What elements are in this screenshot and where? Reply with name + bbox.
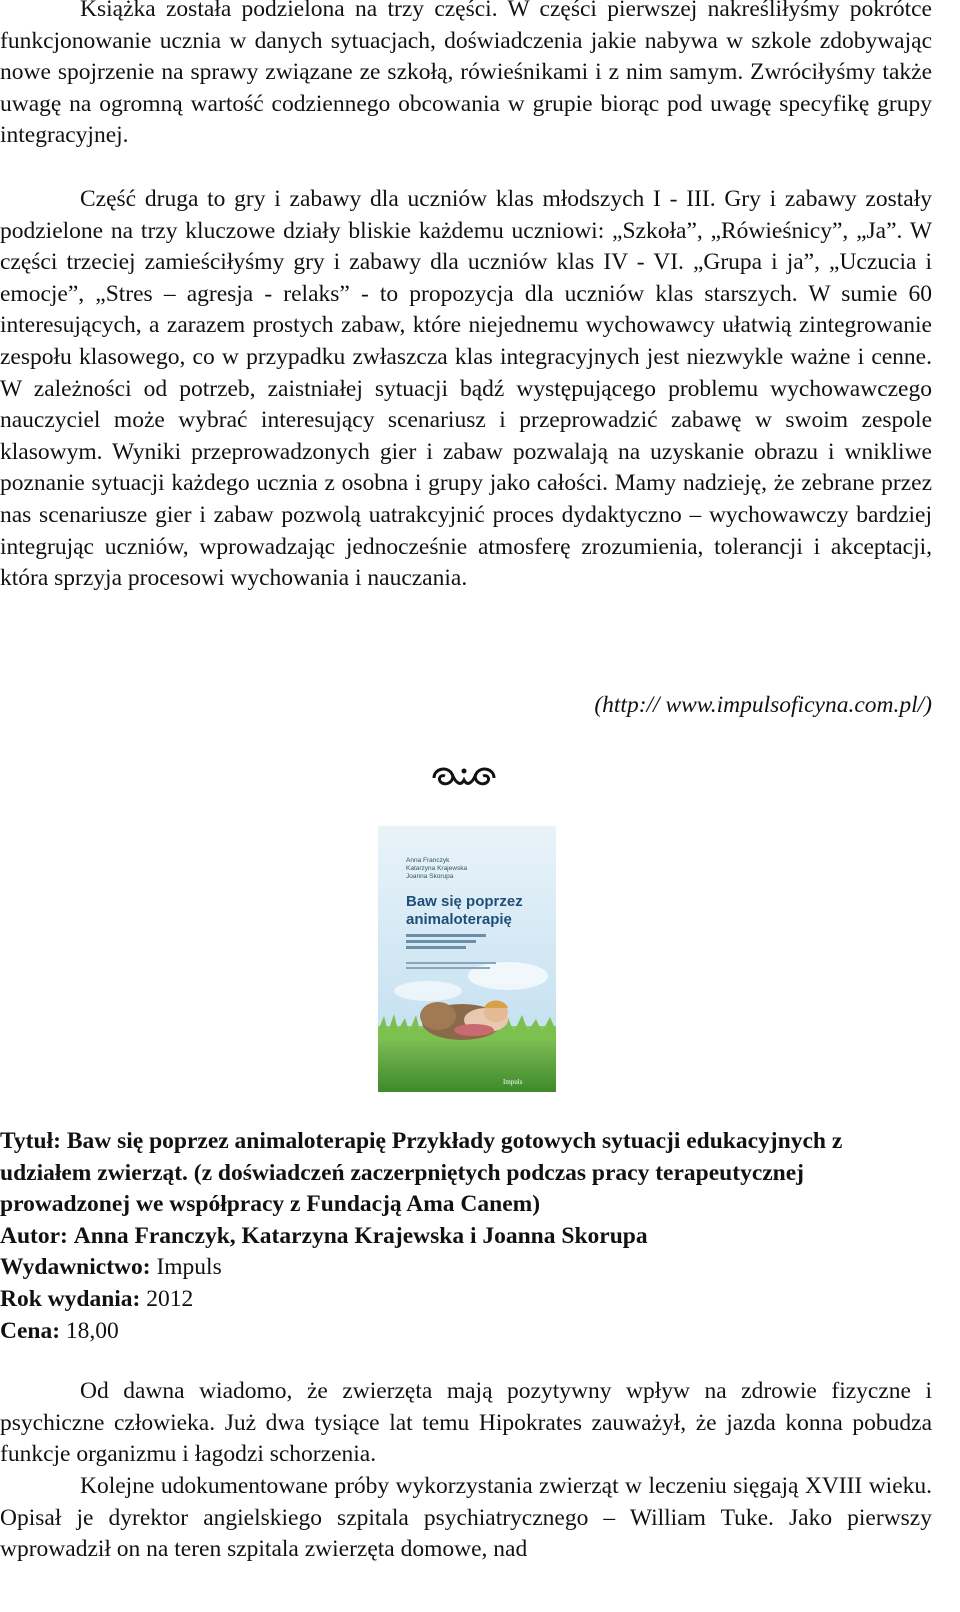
year-value: 2012: [146, 1285, 194, 1312]
review-paragraph-2: Kolejne udokumentowane próby wykorzystania zwierząt w leczeniu sięgają XVIII wieku. Opisał je dyrektor angielskiego szpitala psychiatrycznego – William Tuke. Jako pierwszy wprowadził on na teren szpitala zwierzęta domowe, nad: [0, 1473, 932, 1563]
price-value: 18,00: [65, 1317, 119, 1344]
book-publisher-line: [0, 1252, 932, 1284]
publisher-label: Wydawnictwo:: [0, 1254, 151, 1281]
source-link[interactable]: (http:// www.impulsoficyna.com.pl/): [594, 692, 932, 718]
title-value: Baw się poprzez animaloterapię Przykłady gotowych sytuacji edukacyjnych z udziałem zwierząt. (z doświadczeń zaczerpniętych podczas pracy terapeutycznej prowadzonej we współpracy z Fundacją Ama Canem): [0, 1128, 843, 1218]
cover-title-2: animaloterapię: [406, 911, 512, 928]
author-label: Autor:: [0, 1222, 68, 1249]
cover-author-1: Anna Franczyk: [406, 857, 450, 864]
book-price-line: [0, 1316, 932, 1348]
intro-paragraph-1: Książka została podzielona na trzy części. W części pierwszej nakreśliłyśmy pokrótce funkcjonowanie ucznia w danych sytuacjach, doświadczenia jakie nabywa w szkole zdobywając nowe spojrzenie na sprawy związane ze szkołą, rówieśnikami i z nim samym. Zwróciłyśmy także uwagę na ogromną wartość codziennego obcowania w grupie biorąc pod uwagę specyfikę grupy integracyjnej.: [0, 0, 932, 149]
cover-title-1: Baw się poprzez: [406, 893, 523, 910]
book-cover-image: [378, 826, 556, 1092]
book-details: [0, 1126, 932, 1347]
cover-author-2: Katarzyna Krajewska: [406, 865, 468, 872]
book-title-line: [0, 1126, 932, 1221]
svg-text:Impuls: Impuls: [503, 1078, 523, 1086]
review-paragraph-1: Od dawna wiadomo, że zwierzęta mają pozytywny wpływ na zdrowie fizyczne i psychiczne człowieka. Już dwa tysiące lat temu Hipokrates zauważył, że jazda konna pobudza funkcje organizmu i łagodzi schorzenia.: [0, 1378, 932, 1468]
book-year-line: [0, 1284, 932, 1316]
book-author-line: [0, 1221, 932, 1253]
author-value: Anna Franczyk, Katarzyna Krajewska i Joanna Skorupa: [73, 1222, 648, 1249]
fleuron-ornament-icon: [428, 762, 500, 792]
price-label: Cena:: [0, 1317, 61, 1344]
title-label: Tytuł:: [0, 1128, 61, 1154]
intro-paragraph-2: Część druga to gry i zabawy dla uczniów klas młodszych I - III. Gry i zabawy zostały podzielone na trzy kluczowe działy bliskie każdemu uczniowi: „Szkoła”, „Rówieśnicy”, „Ja”. W części trzeciej zamieściłyśmy gry i zabawy dla uczniów klas IV - VI. „Grupa i ja”, „Uczucia i emocje”, „Stres – agresja - relaks” - to propozycja dla uczniów klas starszych. W sumie 60 interesujących, a zarazem prostych zabaw, które niejednemu wychowawcy ułatwią zintegrowanie zespołu klasowego, co w przypadku zwłaszcza klas integracyjnych jest niezwykle ważne i cenne. W zależności od potrzeb, zaistniałej sytuacji bądź występującego problemu wychowawczego nauczyciel może wybrać interesujący scenariusz i przeprowadzić zabawę w swoim zespole klasowym. Wyniki przeprowadzonych gier i zabaw pozwalają na uzyskanie obrazu i wnikliwe poznanie sytuacji każdego ucznia z osobna i grupy jako całości. Mamy nadzieję, że zebrane przez nas scenariusze gier i zabaw pozwolą uatrakcyjnić proces dydaktyczno – wychowawczy bardziej integrując uczniów, wprowadzając jednocześnie atmosferę zrozumienia, tolerancji i akceptacji, która sprzyja procesowi wychowania i nauczania.: [0, 186, 932, 592]
publisher-value: Impuls: [156, 1254, 222, 1281]
cover-author-3: Joanna Skorupa: [406, 873, 454, 880]
year-label: Rok wydania:: [0, 1285, 141, 1312]
